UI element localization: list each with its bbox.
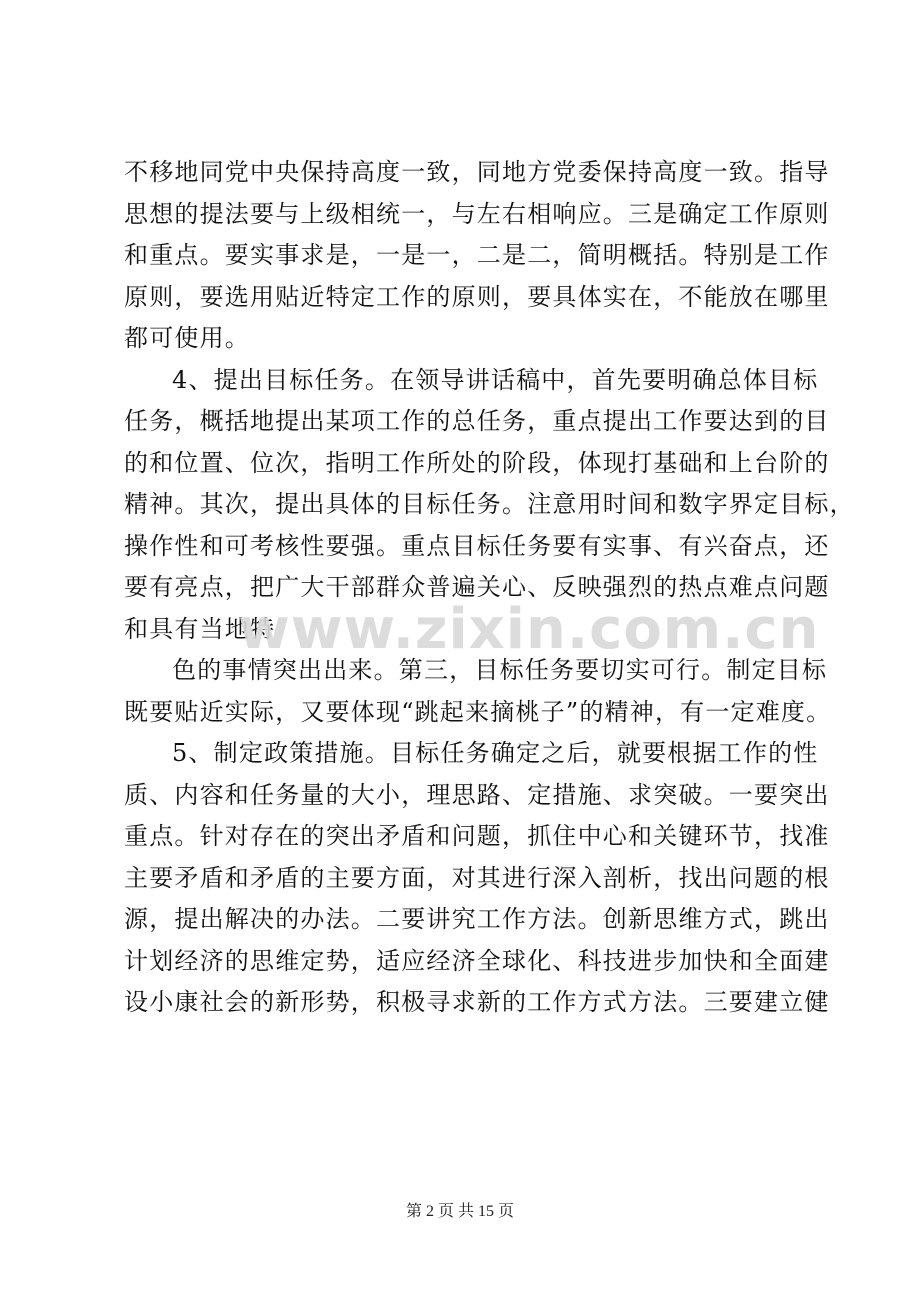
body-line: 思想的提法要与上级相统一，与左右相响应。三是确定工作原则 bbox=[124, 199, 830, 228]
body-line-indented: 色的事情突出出来。第三，目标任务要切实可行。制定目标 bbox=[172, 656, 828, 684]
body-line: 的和位置、位次，指明工作所处的阶段，体现打基础和上台阶的 bbox=[124, 448, 830, 477]
body-line: 重点。针对存在的突出矛盾和问题，抓住中心和关键环节，找准 bbox=[124, 822, 830, 850]
body-line: 既要贴近实际，又要体现“跳起来摘桃子”的精神，有一定难度。 bbox=[124, 697, 832, 726]
paragraph-5-start: 5、制定政策措施。目标任务确定之后，就要根据工作的性 bbox=[172, 739, 819, 767]
page-footer: 第 2 页 共 15 页 bbox=[405, 1203, 514, 1220]
body-line: 计划经济的思维定势，适应经济全球化、科技进步加快和全面建 bbox=[124, 946, 830, 975]
body-line: 不移地同党中央保持高度一致，同地方党委保持高度一致。指导 bbox=[124, 158, 830, 186]
body-line: 任务，概括地提出某项工作的总任务，重点提出工作要达到的目 bbox=[124, 407, 830, 435]
body-line: 和重点。要实事求是，一是一，二是二，简明概括。特别是工作 bbox=[124, 241, 830, 269]
body-line: 精神。其次，提出具体的目标任务。注意用时间和数字界定目标， bbox=[124, 490, 855, 518]
paragraph-4-start: 4、提出目标任务。在领导讲话稿中，首先要明确总体目标 bbox=[172, 365, 819, 394]
body-line: 主要矛盾和矛盾的主要方面，对其进行深入剖析，找出问题的根 bbox=[124, 863, 830, 892]
body-line: 操作性和可考核性要强。重点目标任务要有实事、有兴奋点，还 bbox=[124, 531, 830, 560]
body-line: 要有亮点，把广大干部群众普遍关心、反映强烈的热点难点问题 bbox=[124, 573, 830, 601]
body-line: 质、内容和任务量的大小，理思路、定措施、求突破。一要突出 bbox=[124, 780, 830, 809]
body-line: 原则，要选用贴近特定工作的原则，要具体实在，不能放在哪里 bbox=[124, 282, 830, 311]
document-body bbox=[124, 152, 855, 1024]
watermark: www.zixin.com.cn bbox=[238, 597, 820, 662]
body-line: 都可使用。 bbox=[124, 324, 250, 352]
body-line: 和具有当地特 bbox=[124, 614, 276, 643]
body-line: 源，提出解决的办法。二要讲究工作方法。创新思维方式，跳出 bbox=[124, 905, 830, 933]
body-line: 设小康社会的新形势，积极寻求新的工作方式方法。三要建立健 bbox=[124, 988, 830, 1016]
